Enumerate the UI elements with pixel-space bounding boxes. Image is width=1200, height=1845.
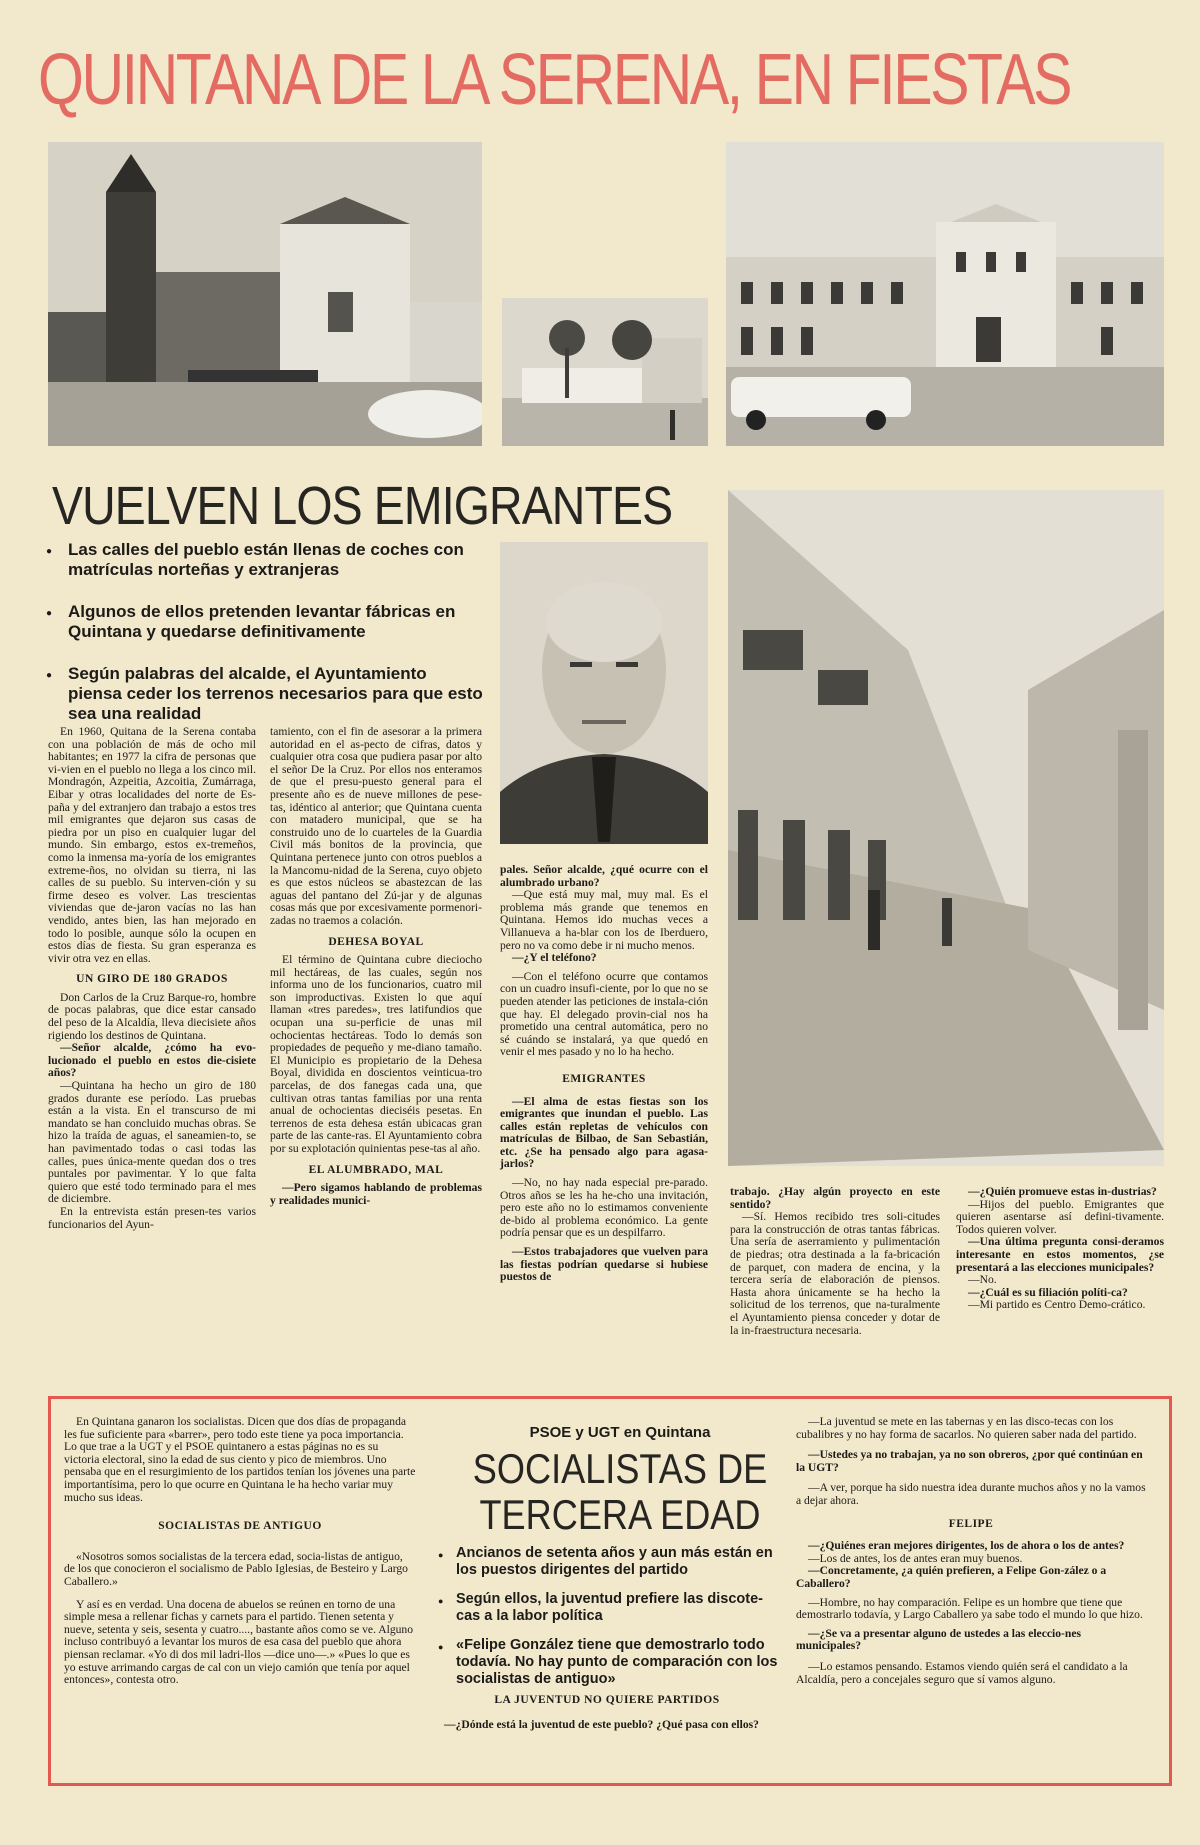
paragraph: Don Carlos de la Cruz Barque-ro, hombre de pocas palabras, que dice estar cansado del peso de la Alcaldía, lleva diecisiete años rigiendo los destinos de Quintana.	[48, 990, 256, 1042]
paragraph: —Sí. Hemos recibido tres soli-citudes para la construcción de otras tantas fábricas. Una sería de aserramiento y pulimentación de piedras; otra destinada a la fa-bricación de parquet, con madera de encina, y la tercera sería de elaboración de piensos. Hasta ahora únicamente se ha hecho la solicitud de los terrenos, que na-turalmente el Ayuntamiento piensa conceder y dotar de la in-fraestructura necesaria.	[730, 1210, 940, 1337]
article1-column-3	[500, 864, 708, 1284]
article2-title-line: TERCERA EDAD	[479, 1491, 761, 1538]
section-heading: EL ALUMBRADO, MAL	[308, 1163, 444, 1176]
paragraph: —Hijos del pueblo. Emigrantes que quieren asentarse así defini-tivamente. Todos quieren volver.	[956, 1197, 1164, 1236]
article1-bullet: ● Algunos de ellos pretenden levantar fábricas en Quintana y quedarse definitivamente	[44, 602, 484, 642]
question: —¿Quiénes eran mejores dirigentes, los de ahora o los de antes?	[808, 1539, 1125, 1553]
photo-mayor-portrait	[500, 542, 708, 844]
article2-middle-column	[432, 1694, 782, 1731]
section-heading: FELIPE	[948, 1517, 994, 1530]
page-headline: QUINTANA DE LA SERENA, EN FIESTAS	[38, 40, 1071, 120]
article1-title: VUELVEN LOS EMIGRANTES	[52, 476, 673, 536]
article1-column-2	[270, 726, 482, 1207]
article2-bullet: ● Según ellos, la juventud prefiere las discote-cas a la labor política	[436, 1591, 781, 1625]
photo-plaza	[502, 298, 708, 446]
question: trabajo. ¿Hay algún proyecto en este sentido?	[730, 1185, 940, 1211]
paragraph: En Quintana ganaron los socialistas. Dicen que dos días de propaganda les fue suficiente para «barrer», pero todo este tiene ya poca importancia. Lo que trae a la UGT y el PSOE quintanero a estas páginas no es su victoria electoral, sino la edad de sus ciento y pico de miembros. Uno pensaba que en el resurgimiento de los partidos tenían los jóvenes una parte importantísima, pero lo que ocurre en Quintana le ha hecho variar muy mucho sus ideas.	[64, 1415, 416, 1504]
article2-title-line: SOCIALISTAS DE	[472, 1445, 768, 1492]
paragraph: —A ver, porque ha sido nuestra idea durante muchos años y no la vamos a dejar ahora.	[796, 1481, 1146, 1507]
question: pales. Señor alcalde, ¿qué ocurre con el alumbrado urbano?	[500, 863, 708, 889]
question: —Ustedes ya no trabajan, ya no son obreros, ¿por qué continúan en la UGT?	[796, 1448, 1143, 1474]
photo-church	[48, 142, 482, 446]
question: —Concretamente, ¿a quién prefieren, a Felipe Gon-zález o a Caballero?	[796, 1564, 1107, 1590]
paragraph: En la entrevista están presen-tes varios funcionarios del Ayun-	[48, 1204, 256, 1231]
photo-town-hall	[726, 142, 1164, 446]
article1-column-5	[956, 1186, 1164, 1312]
question: —Una última pregunta consi-deramos interesante en estos momentos, ¿se presentará a las elecciones municipales?	[956, 1235, 1164, 1274]
paragraph: tamiento, con el fin de asesorar a la primera autoridad en el as-pecto de cifras, datos y cualquier otra cosa que pudiera pasar por alto el señor De la Cruz. Por ellos nos enteramos de que el presu-puesto general para el presente año es de nueve millones de pese-tas, idéntico al anterior; que Quintana cuenta con matadero municipal, que se ha construido uno de lo cuarteles de la Guardia Civil más bonitos de la provincia, que Quintana pertenece junto con otros pueblos a la Mancomu-nidad de la Serena, cuyo objeto es que estos núcleos se abastezcan de las aguas del pantano del Zú-jar y de algunas cosas más que por excesivamente pormenori-zadas no traemos a colación.	[270, 725, 482, 927]
article2-bullet: ● Ancianos de setenta años y aun más están en los puestos dirigentes del partido	[436, 1545, 781, 1579]
section-heading: LA JUVENTUD NO QUIERE PARTIDOS	[494, 1694, 720, 1706]
paragraph: Y así es en verdad. Una docena de abuelos se reúnen en torno de una simple mesa a rellenar fichas y carnets para el partido. Tienen setenta y nueve, setenta y seis, sesenta y cuatro...., bastante años como se ve. Alguno incluso contribuyó a levantar los muros de esa casa del pueblo que ahora piensan reclamar. «Yo di dos mil ladri-llos —dice uno—.» «Pues lo que es yo estuve arrimando cargas de cal con un viejo camión que tenía por aquel entonces», contesta otro.	[64, 1597, 414, 1687]
article1-column-1	[48, 726, 256, 1231]
article1-column-4	[730, 1186, 940, 1337]
paragraph: En 1960, Quitana de la Serena contaba con una población de más de ocho mil habitantes; en 1977 la cifra de personas que vi-vien en el pueblo no llega a los cinco mil. Mondragón, Azpeitia, Azcoitia, Zumárraga, Eibar y otras localidades del norte de Es-paña y del extranjero dan trabajo a estos tres mil emigrantes que dejaron sus casas de piedra por un piso en cualquier lugar del mundo. Sin embargo, estos ex-tremeños, como la inmensa ma-yoría de los emigrantes extreme-ños, no olvidan su tierra, ni las calles de su pueblo. Su interven-ción y su firme deseo es volver. Las trescientas viviendas que de-jaron vacías no las han vendido, antes bien, las han mejorado en todo lo posible, aunque sólo la ocupen en estos días de fiesta. Su gran esperanza es vivir otra vez en ellas.	[48, 725, 256, 965]
question: —¿Se va a presentar alguno de ustedes a las eleccio-nes municipales?	[796, 1626, 1081, 1653]
section-heading: UN GIRO DE 180 GRADOS	[76, 973, 228, 986]
question: —¿Dónde está la juventud de este pueblo? ¿Qué pasa con ellos?	[444, 1717, 759, 1731]
section-heading: EMIGRANTES	[562, 1072, 646, 1085]
question: —Señor alcalde, ¿cómo ha evo-lucionado el pueblo en estos die-cisiete años?	[48, 1041, 256, 1080]
article1-bullet: ● Según palabras del alcalde, el Ayuntamiento piensa ceder los terrenos necesarios para que esto sea una realidad	[44, 664, 484, 724]
question: —¿Quién promueve estas in-dustrias?	[968, 1185, 1157, 1198]
question: —Estos trabajadores que vuelven para las fiestas podrían quedarse si hubiese puestos de	[500, 1245, 708, 1284]
article2-right-column	[796, 1416, 1146, 1686]
paragraph: —Que está muy mal, muy mal. Es el problema más grande que tenemos en Quintana. Hemos ido muchas veces a Villanueva a ha-blar con los de Iberduero, pero no va como debe ir ni mucho menos.	[500, 888, 708, 952]
article1-bullet: ● Las calles del pueblo están llenas de coches con matrículas norteñas y extranjeras	[44, 540, 484, 580]
question: —El alma de estas fiestas son los emigrantes que inundan el pueblo. Las calles están repletas de vehículos con matrículas de Bilbao, de San Sebastián, etc. ¿Se ha pensado algo para agasa-jarlos?	[500, 1094, 708, 1171]
article2-title	[465, 1446, 775, 1538]
question: —¿Y el teléfono?	[512, 951, 597, 965]
article2-bullet: ● «Felipe González tiene que demostrarlo todo todavía. No hay punto de comparación con los socialistas de antiguo»	[436, 1637, 781, 1688]
paragraph: —No, no hay nada especial pre-parado. Otros años se les ha he-cho una invitación, pero este año no lo estimamos conveniente de-bido al problema económico. La gente podría pensar que es un despilfarro.	[500, 1176, 708, 1240]
article2-left-column	[64, 1416, 416, 1687]
section-heading: SOCIALISTAS DE ANTIGUO	[158, 1520, 322, 1533]
paragraph: —Mi partido es Centro Demo-crático.	[968, 1298, 1146, 1312]
article2-bullets	[436, 1545, 781, 1700]
paragraph: —Hombre, no hay comparación. Felipe es un hombre que tiene que demostrarlo todavía, y Largo Caballero ya sabe todo el mundo lo que hizo.	[796, 1595, 1143, 1622]
paragraph: —Con el teléfono ocurre que contamos con un cuadro insufi-ciente, por lo que no se pueden atender las peticiones de instala-ción que hay. El delegado provin-cial nos ha prometido una central automática, pero no sé cuándo se instalará, ya que quedó en venir el mes pasado y no lo ha hecho.	[500, 969, 708, 1059]
question: —Pero sigamos hablando de problemas y realidades munici-	[270, 1181, 482, 1207]
paragraph: —Lo estamos pensando. Estamos viendo quién será el candidato a la Alcaldía, pero a concejales seguro que sí vamos alguno.	[796, 1659, 1128, 1686]
paragraph: —Los de antes, los de antes eran muy buenos.	[808, 1551, 1023, 1565]
paragraph: —La juventud se mete en las tabernas y en las disco-tecas con los cubalibres y no hay forma de sacarlos. No quieren saber nada del partido.	[796, 1415, 1137, 1441]
article2-kicker: PSOE y UGT en Quintana	[529, 1424, 711, 1441]
paragraph: —Quintana ha hecho un giro de 180 grados durante ese período. Las pruebas están a la vista. En el transcurso de mi mandato se han concluido muchas obras. Se hizo la traída de aguas, el saneamien-to, se han pavimentado todas o casi todas las calles, pues única-mente quedan dos o tres puntales por pavimentar. Y lo que falta quiero que esté todo terminado para el mes de diciembre.	[48, 1079, 256, 1206]
section-heading: DEHESA BOYAL	[328, 935, 424, 948]
paragraph: —No.	[968, 1273, 997, 1287]
article1-bullets	[44, 540, 484, 740]
paragraph: El término de Quintana cubre dieciocho mil hectáreas, de las cuales, según nos informa uno de los funcionarios, cuatro mil son improductivas. Existen lo que aquí llaman «tres paredes», tres latifundios que ocupan una su-perficie de unas mil ochocientas hectáreas. Todo lo demás son propiedades de pequeño y me-diano tamaño. El Municipio es propietario de la Dehesa Boyal, dividida en doscientos veinticua-tro parcelas, de dos fanegas cada una, que cultivan otras tantas familias por una renta anual de ochocientas dieciséis pesetas. En terrenos de esta dehesa están ubicacas gran parte de las cante-ras. El Ayuntamiento cobra por su explotación quinientas pese-tas al año.	[270, 953, 482, 1155]
paragraph: «Nosotros somos socialistas de la tercera edad, socia-listas de antiguo, de los que conocieron el socialismo de Pablo Iglesias, de Besteiro y Largo Caballero.»	[64, 1549, 408, 1588]
question: —¿Cuál es su filiación políti-ca?	[968, 1285, 1128, 1299]
photo-street	[728, 490, 1164, 1166]
